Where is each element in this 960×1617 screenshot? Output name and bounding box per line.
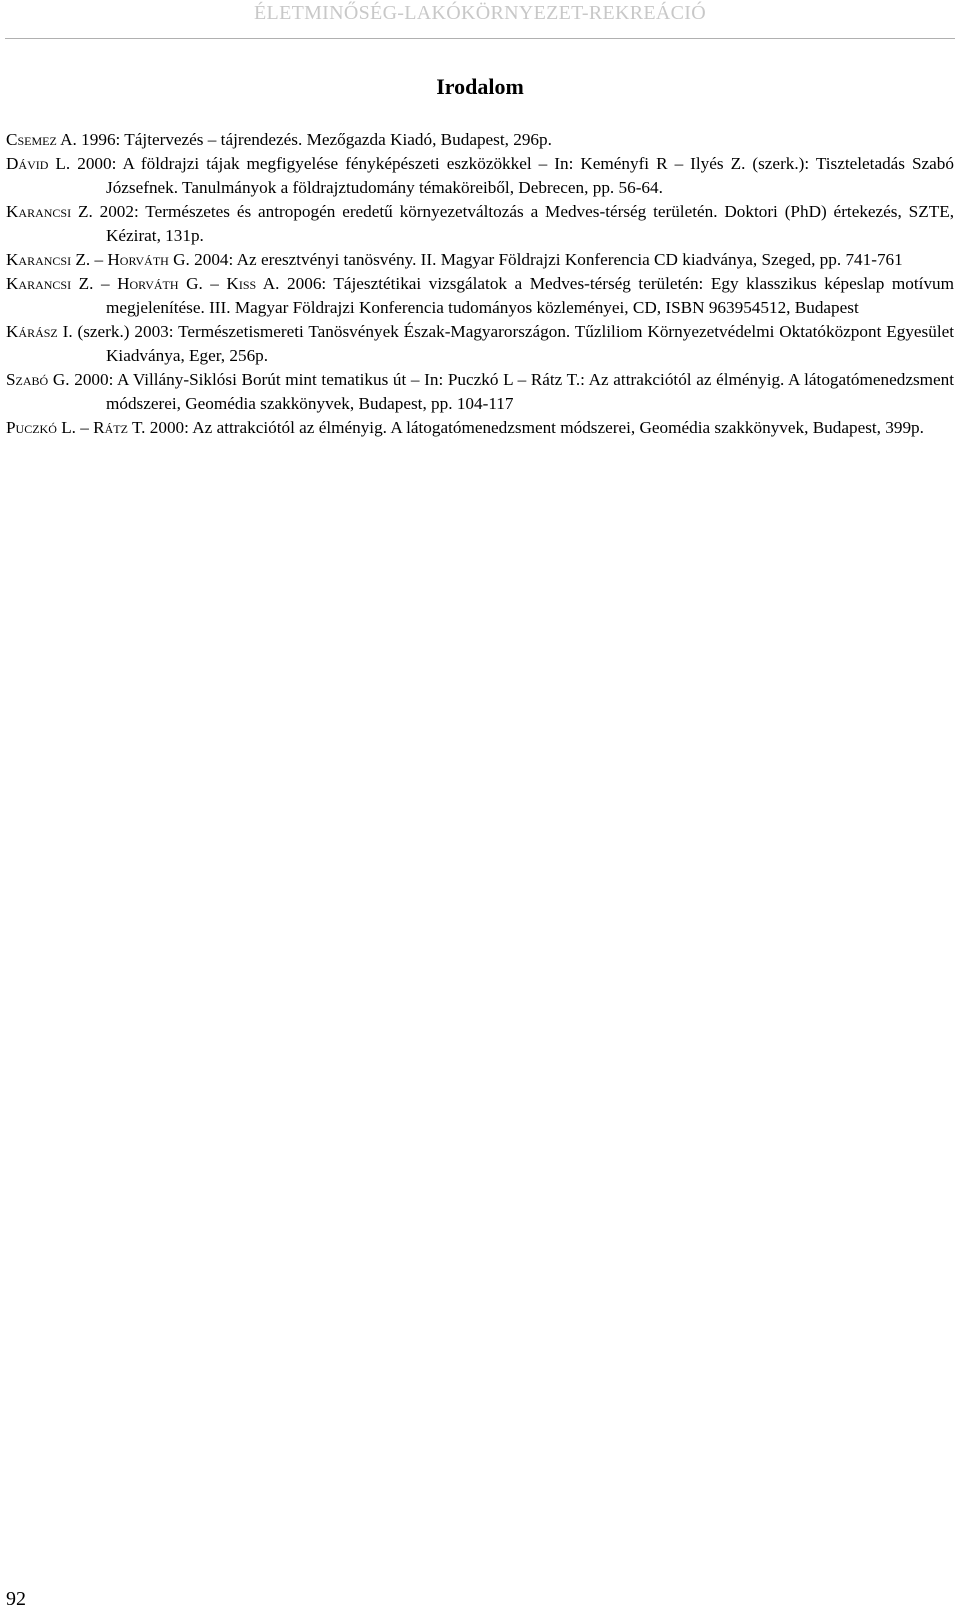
reference-authors: Dávid L.	[6, 154, 71, 173]
reference-text: 1996: Tájtervezés – tájrendezés. Mezőgazda Kiadó, Budapest, 296p.	[81, 130, 552, 149]
reference-item	[0, 152, 960, 200]
reference-text: 2000: Az attrakciótól az élményig. A látogatómenedzsment módszerei, Geomédia szakkönyvek, Budapest, 399p.	[149, 418, 924, 437]
reference-authors: Karancsi Z. – Horváth G.	[6, 250, 190, 269]
reference-item	[0, 416, 960, 440]
reference-item	[0, 128, 960, 152]
reference-authors: Kárász I.	[6, 322, 73, 341]
reference-text: (szerk.) 2003: Természetismereti Tanösvények Észak-Magyarországon. Tűzliliom Környezetvédelmi Oktatóközpont Egyesület Kiadványa, Eger, 256p.	[77, 322, 955, 365]
reference-authors: Szabó G.	[6, 370, 70, 389]
page-number: 92	[6, 1588, 26, 1610]
reference-text: 2006: Tájesztétikai vizsgálatok a Medves-térség területén: Egy klasszikus képeslap motívum megjelenítése. III. Magyar Földrajzi Konferencia tudományos közleményei, CD, ISBN 963954512, Budapest	[106, 274, 954, 317]
section-title: Irodalom	[436, 74, 524, 99]
header-divider	[5, 38, 955, 39]
reference-text: 2004: Az eresztvényi tanösvény. II. Magyar Földrajzi Konferencia CD kiadványa, Szeged, pp. 741-761	[194, 250, 903, 269]
reference-item	[0, 272, 960, 320]
reference-text: 2000: A Villány-Siklósi Borút mint tematikus út – In: Puczkó L – Rátz T.: Az attrakciótól az élményig. A látogatómenedzsment módszerei, Geomédia szakkönyvek, Budapest, pp. 104-117	[74, 370, 955, 413]
reference-item	[0, 248, 960, 272]
reference-text: 2000: A földrajzi tájak megfigyelése fényképészeti eszközökkel – In: Keményfi R – Ilyés Z. (szerk.): Tiszteletadás Szabó Józsefnek. Tanulmányok a földrajztudomány témaköreiből, Debrecen, pp. 56-64.	[77, 154, 954, 197]
reference-item	[0, 368, 960, 416]
reference-list	[0, 128, 960, 440]
reference-item	[0, 320, 960, 368]
reference-authors: Csemez A.	[6, 130, 77, 149]
reference-authors: Karancsi Z.	[6, 202, 93, 221]
reference-item	[0, 200, 960, 248]
reference-authors: Karancsi Z. – Horváth G. – Kiss A.	[6, 274, 280, 293]
reference-authors: Puczkó L. – Rátz T.	[6, 418, 146, 437]
running-header: ÉLETMINŐSÉG-LAKÓKÖRNYEZET-REKREÁCIÓ	[254, 2, 706, 24]
reference-text: 2002: Természetes és antropogén eredetű környezetváltozás a Medves-térség területén. Doktori (PhD) értekezés, SZTE, Kézirat, 131p.	[99, 202, 954, 245]
